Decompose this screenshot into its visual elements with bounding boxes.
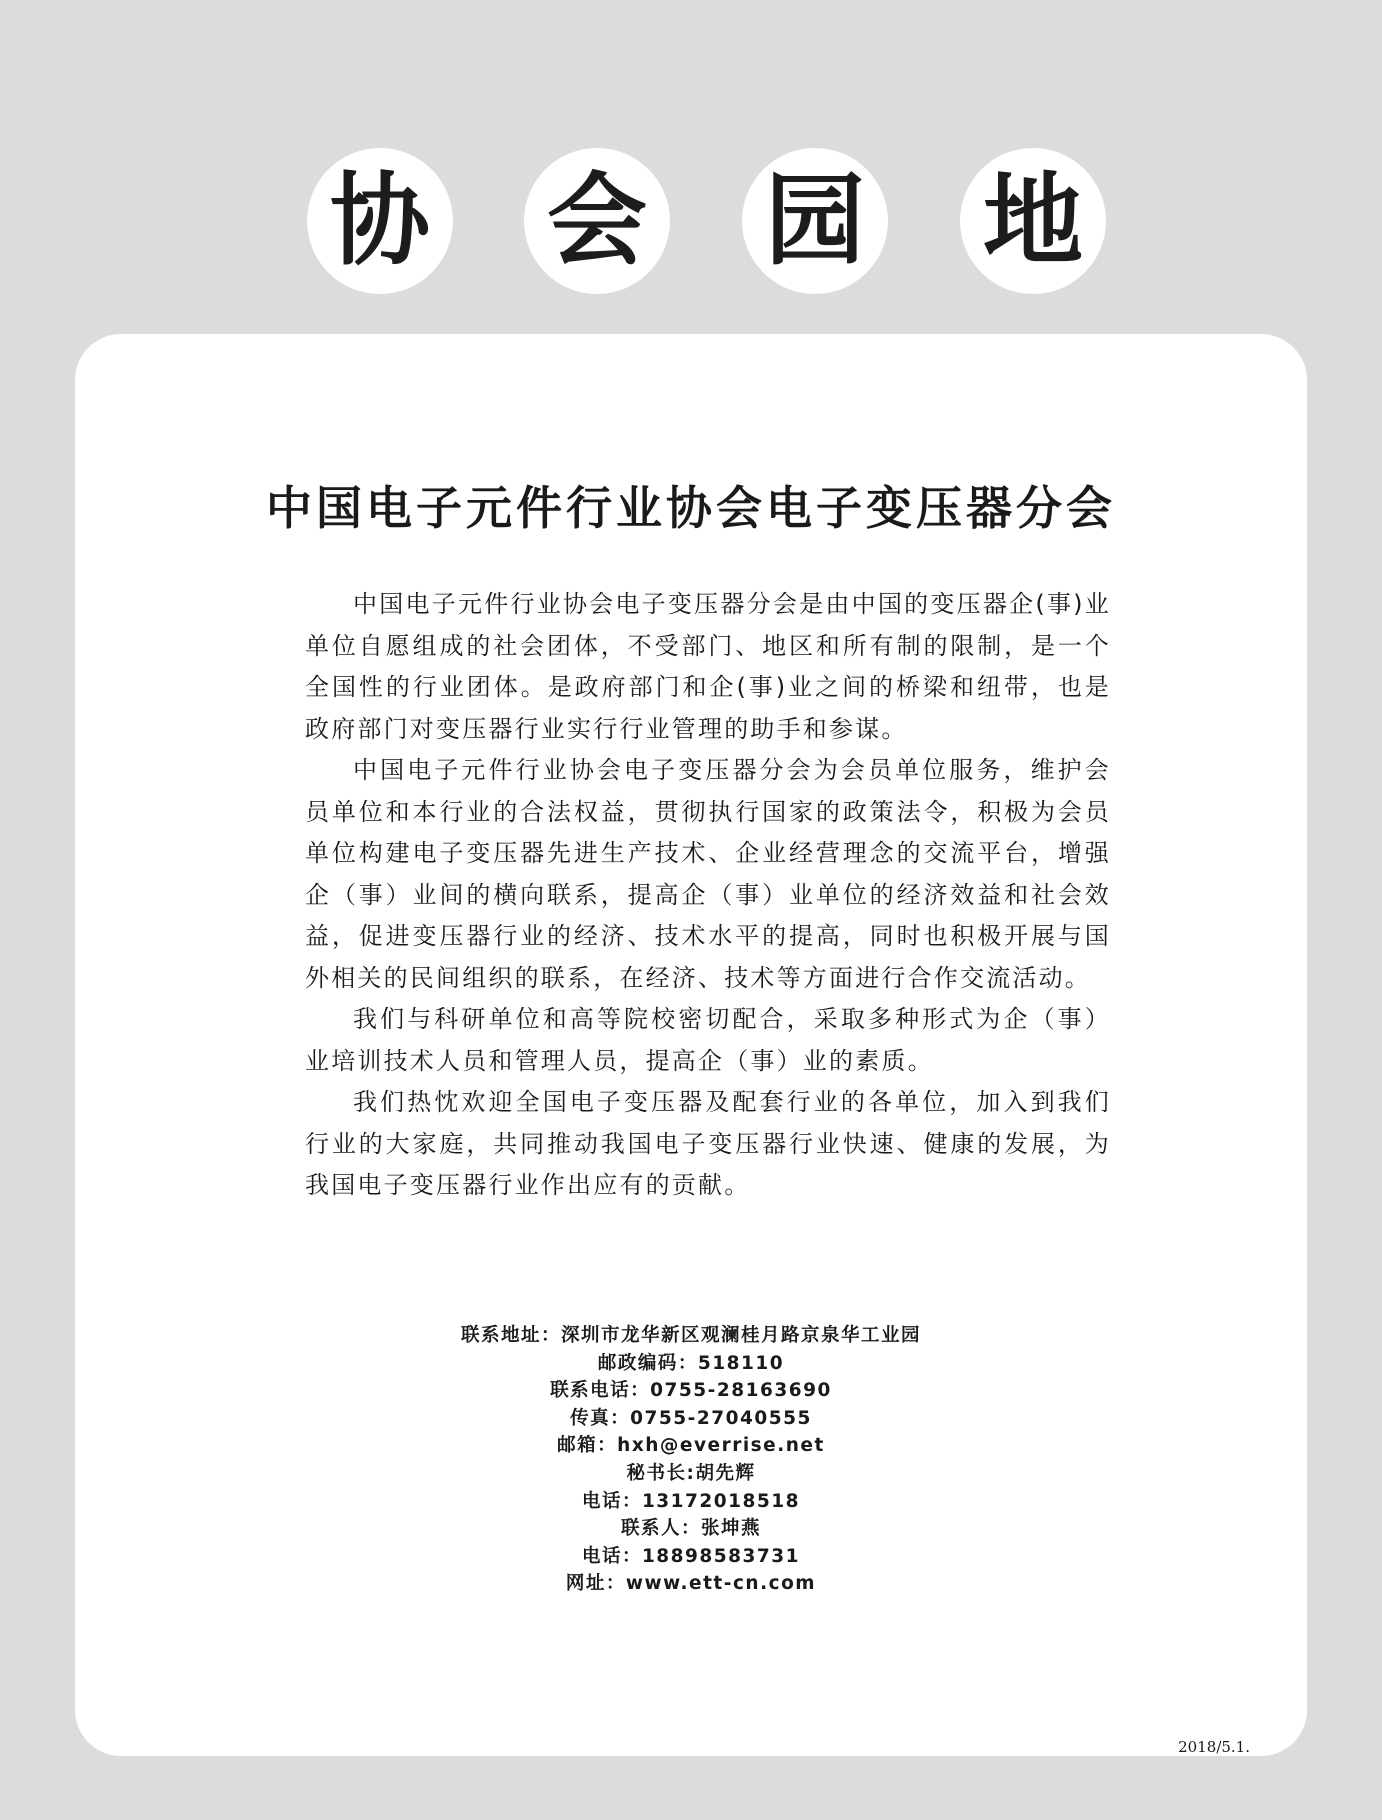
paragraph-1: 中国电子元件行业协会电子变压器分会是由中国的变压器企(事)业单位自愿组成的社会团体，不受部门、地区和所有制的限制，是一个全国性的行业团体。是政府部门和企(事)业之间的桥梁和纽带，也是政府部门对变压器行业实行行业管理的助手和参谋。 (305, 590, 1111, 743)
header-circle-2 (524, 148, 670, 294)
contact-secretary-phone: 电话：13172018518 (581, 1490, 801, 1512)
section-header (0, 148, 1382, 294)
contact-website: 网址：www.ett-cn.com (565, 1573, 817, 1595)
paragraph-3: 我们与科研单位和高等院校密切配合，采取多种形式为企（事）业培训技术人员和管理人员，提高企（事）业的素质。 (305, 1005, 1111, 1075)
header-char-3: 园 (765, 162, 865, 279)
header-circle-3 (742, 148, 888, 294)
header-char-2: 会 (547, 162, 647, 279)
contact-secretary: 秘书长:胡先辉 (626, 1462, 756, 1484)
contact-fax: 传真：0755-27040555 (570, 1407, 812, 1429)
content-panel (75, 334, 1307, 1756)
contact-person-phone: 电话：18898583731 (581, 1545, 801, 1567)
header-circle-4 (960, 148, 1106, 294)
paragraph-4: 我们热忱欢迎全国电子变压器及配套行业的各单位，加入到我们行业的大家庭，共同推动我国电子变压器行业快速、健康的发展，为我国电子变压器行业作出应有的贡献。 (305, 1088, 1111, 1199)
contact-phone: 联系电话：0755-28163690 (550, 1380, 832, 1402)
page-title: 中国电子元件行业协会电子变压器分会 (266, 481, 1116, 535)
header-char-1: 协 (330, 162, 430, 279)
contact-postcode: 邮政编码：518110 (597, 1352, 785, 1374)
page-date: 2018/5.1. (1178, 1738, 1250, 1756)
header-char-4: 地 (983, 162, 1083, 279)
contact-address: 联系地址：深圳市龙华新区观澜桂月路京泉华工业园 (460, 1325, 921, 1346)
contact-info (75, 1322, 1307, 1598)
paragraph-2: 中国电子元件行业协会电子变压器分会为会员单位服务，维护会员单位和本行业的合法权益，贯彻执行国家的政策法令，积极为会员单位构建电子变压器先进生产技术、企业经营理念的交流平台，增强企（事）业间的横向联系，提高企（事）业单位的经济效益和社会效益，促进变压器行业的经济、技术水平的提高，同时也积极开展与国外相关的民间组织的联系，在经济、技术等方面进行合作交流活动。 (305, 756, 1111, 992)
contact-email: 邮箱：hxh@everrise.net (557, 1435, 825, 1457)
article-body (305, 584, 1111, 1207)
contact-person: 联系人：张坤燕 (620, 1518, 761, 1540)
header-circle-1 (307, 148, 453, 294)
